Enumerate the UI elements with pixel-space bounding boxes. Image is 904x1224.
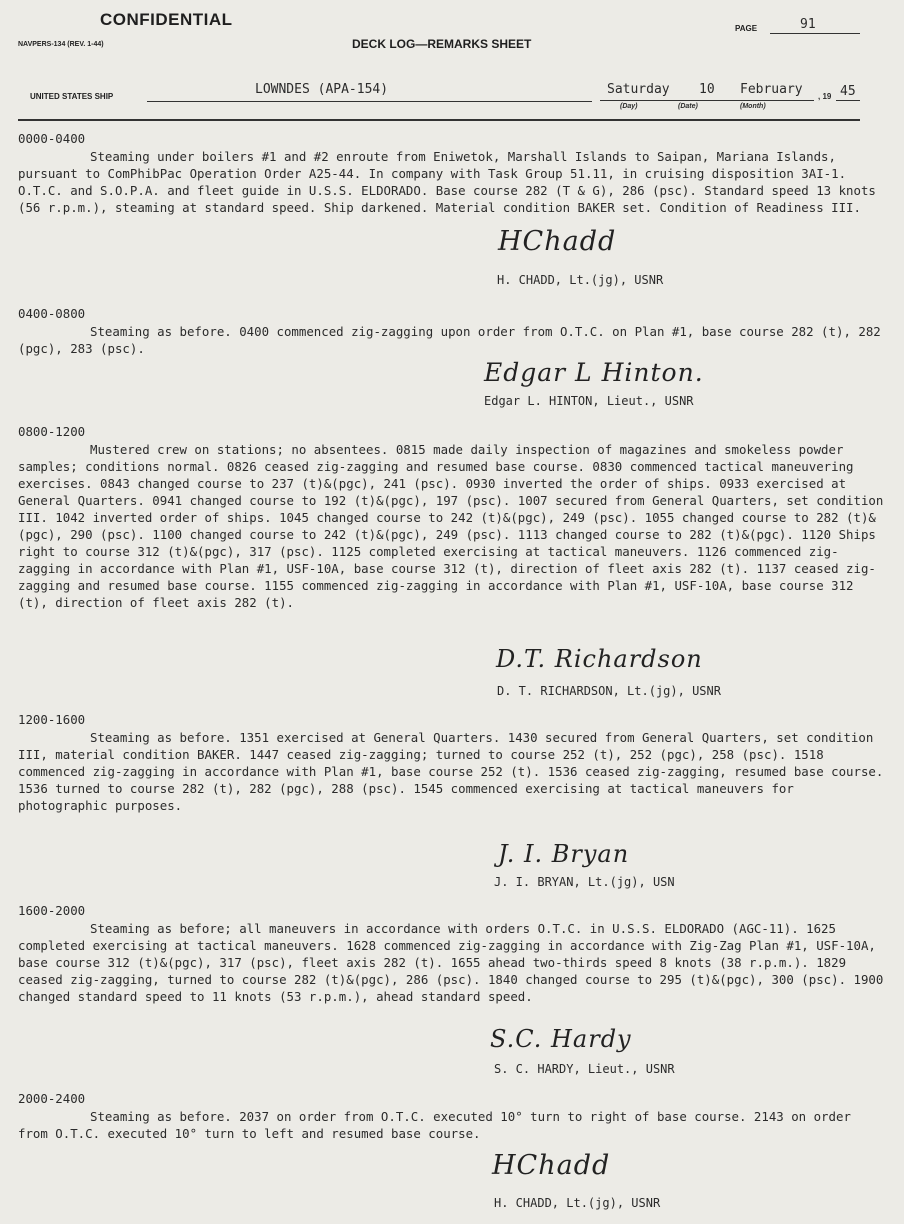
watch-remarks: Steaming as before; all maneuvers in accordance with orders O.T.C. in U.S.S. ELDORADO (AGC-11). 1625 completed exercising at tactical maneuvers. 1628 commenced zig-zagging in accordance with Zig-Zag Plan #1, USF-10A, base course 312 (t)&(pgc), 317 (psc), fleet axis 282 (t). 1655 ahead two-thirds speed 8 knots (38 r.p.m.). 1829 ceased zig-zagging, turned to course 282 (t)&(pgc), 286 (psc). 1840 changed course to 295 (t)&(pgc), 300 (psc). 1900 changed standard speed to 11 knots (53 r.p.m.), ahead standard speed. <box>18 921 884 1004</box>
signature-handwritten: HChadd <box>498 226 617 257</box>
signature-handwritten: J. I. Bryan <box>498 840 630 868</box>
page-label: PAGE <box>735 24 758 33</box>
date-caption: (Date) <box>678 103 698 110</box>
watch-remarks: Mustered crew on stations; no absentees. 0815 made daily inspection of magazines and smokeless powder samples; conditions normal. 0826 ceased zig-zagging and resumed base course. 0830 commenced tactical maneuvering exercises. 0843 changed course to 237 (t)&(pgc), 241 (psc). 0930 inverted the order of ships. 0933 exercised at General Quarters. 0941 changed course to 192 (t)&(pgc), 197 (psc). 1007 secured from General Quarters, set condition III. 1042 inverted order of ships. 1045 changed course to 242 (t)&(pgc), 249 (psc). 1055 changed course to 282 (t)&(pgc), 290 (psc). 1100 changed course to 242 (t)&(pgc), 249 (psc). 1113 changed course to 282 (t)&(pgc). 1120 Ships right to course 312 (t)&(pgc), 317 (psc). 1125 completed exercising at tactical maneuvers. 1126 commenced zig-zagging in accordance with Plan #1, USF-10A, base course 312 (t), direction of fleet axis 282 (t). 1137 ceased zig-zagging and resumed base course. 1155 commenced zig-zagging in accordance with Plan #1, USF-10A, base course 312 (t), direction of fleet axis 282 (t). <box>18 442 884 610</box>
watch-remarks: Steaming as before. 1351 exercised at General Quarters. 1430 secured from General Quarters, set condition III, material condition BAKER. 1447 ceased zig-zagging; turned to course 252 (t), 252 (pgc), 258 (psc). 1518 commenced zig-zagging in accordance with Plan #1, base course 252 (t). 1536 ceased zig-zagging, resumed base course. 1536 turned to course 282 (t), 282 (pgc), 288 (psc). 1545 commenced exercising at tactical maneuvers for photographic purposes. <box>18 730 884 813</box>
watch-time: 0800-1200 <box>18 424 86 439</box>
watch-signer: H. CHADD, Lt.(jg), USNR <box>497 273 664 287</box>
watch-entry <box>18 305 886 357</box>
month-value: February <box>740 82 803 97</box>
watch-time: 0000-0400 <box>18 131 86 146</box>
signature-handwritten: S.C. Hardy <box>490 1025 632 1053</box>
watch-time: 0400-0800 <box>18 306 86 321</box>
watch-remarks: Steaming as before. 2037 on order from O.T.C. executed 10° turn to right of base course. 2143 on order from O.T.C. executed 10° turn to left and resumed base course. <box>18 1109 851 1141</box>
watch-entry <box>18 902 886 1005</box>
watch-entry <box>18 130 886 216</box>
signature-handwritten: D.T. Richardson <box>496 645 703 673</box>
watch-entry <box>18 423 886 611</box>
watch-time: 1600-2000 <box>18 903 86 918</box>
page-number: 91 <box>800 17 816 32</box>
ship-underline <box>147 101 592 102</box>
watch-signer: Edgar L. HINTON, Lieut., USNR <box>484 394 694 408</box>
date-underline <box>600 100 814 101</box>
date-value: 10 <box>699 82 715 97</box>
watch-entry <box>18 711 886 814</box>
watch-signer: H. CHADD, Lt.(jg), USNR <box>494 1196 661 1210</box>
ship-label: UNITED STATES SHIP <box>30 92 114 101</box>
watch-signer: D. T. RICHARDSON, Lt.(jg), USNR <box>497 684 721 698</box>
watch-entry <box>18 1090 886 1142</box>
watch-remarks: Steaming under boilers #1 and #2 enroute from Eniwetok, Marshall Islands to Saipan, Mariana Islands, pursuant to ComPhibPac Operation Order A25-44. In company with Task Group 51.11, in cruising disposition 3AI-1. O.T.C. and S.O.P.A. and fleet guide in U.S.S. ELDORADO. Base course 282 (T & G), 286 (psc). Standard speed 13 knots (56 r.p.m.), steaming at standard speed. Ship darkened. Material condition BAKER set. Condition of Readiness III. <box>18 149 876 215</box>
header-rule <box>18 119 860 121</box>
signature-handwritten: Edgar L Hinton. <box>484 358 704 387</box>
watch-remarks: Steaming as before. 0400 commenced zig-zagging upon order from O.T.C. on Plan #1, base course 282 (t), 282 (pgc), 283 (psc). <box>18 324 881 356</box>
year-underline <box>836 100 860 101</box>
month-caption: (Month) <box>740 103 766 110</box>
day-caption: (Day) <box>620 103 638 110</box>
watch-time: 1200-1600 <box>18 712 86 727</box>
year-prefix: , 19 <box>818 92 832 101</box>
signature-handwritten: HChadd <box>492 1150 611 1181</box>
form-number: NAVPERS-134 (REV. 1-44) <box>18 41 104 48</box>
day-value: Saturday <box>607 82 670 97</box>
year-value: 45 <box>840 84 856 99</box>
watch-signer: S. C. HARDY, Lieut., USNR <box>494 1062 675 1076</box>
sheet-title: DECK LOG—REMARKS SHEET <box>352 37 532 51</box>
page-underline <box>770 33 860 34</box>
watch-time: 2000-2400 <box>18 1091 86 1106</box>
classification-label: CONFIDENTIAL <box>100 10 233 29</box>
ship-name: LOWNDES (APA-154) <box>255 82 389 97</box>
watch-signer: J. I. BRYAN, Lt.(jg), USN <box>494 875 675 889</box>
